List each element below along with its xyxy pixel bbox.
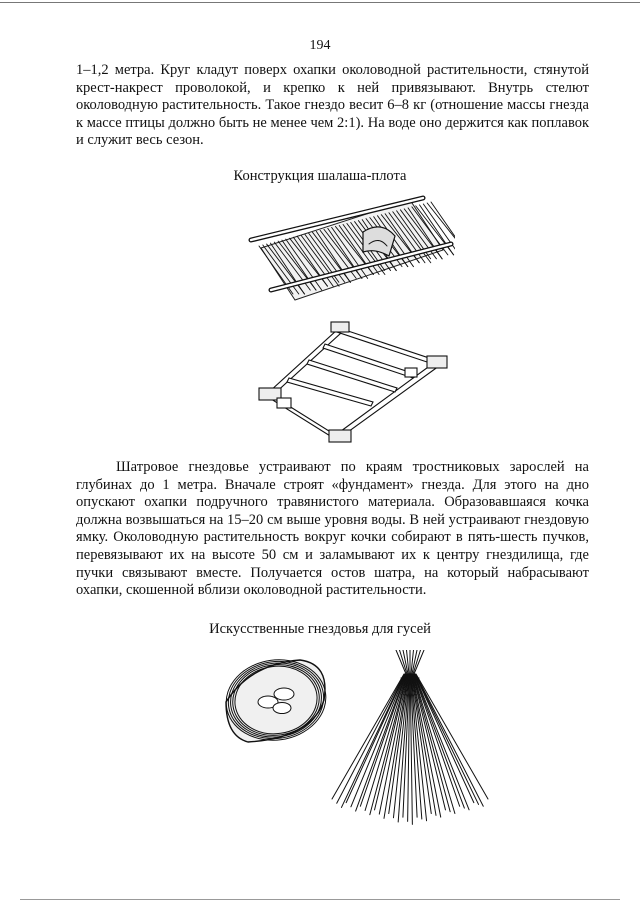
egg-icon [274,688,294,700]
paragraph-tent-nest: Шатровое гнездовье устраивают по краям тростниковых зарослей на глубинах до 1 метра. Вначале строят «фундамент» гнезда. Для этого на дно опускают охапки подручного травянистого материала. Образовавшаяся кочка должна возвышаться на 15–20 см выше уровня воды. В ней устраивают гнездовую ямку. Околоводную растительность вокруг кочки собирают в пять-шесть пучков, перевязывают их на высоте 50 см и заламывают их к центру гнездилища, где пучки связывают вместе. Получается остов шатра, на который набрасывают охапки, скошенной вблизи околоводной растительности. [76,459,589,599]
raft-frame-drawing [259,322,447,442]
paragraph-nest-raft: 1–1,2 метра. Круг кладут поверх охапки околоводной растительности, стянутой крест-накрест проволокой, и крепко к ней привязывают. Внутрь стелют околоводную растительность. Такое гнездо весит 6–8 кг (отношение массы гнезда к массе птицы должно быть не менее чем 2:1). На воде оно держится как поплавок и служит весь сезон. [76,62,589,149]
reed-tent-drawing [332,650,488,824]
bottom-rule [20,899,620,900]
page-number: 194 [309,38,331,53]
basket-nest-drawing [221,653,331,746]
top-rule [0,2,640,3]
reed-mat-drawing [251,198,455,300]
goose-nests-illustration [220,650,500,832]
caption-raft-hut: Конструкция шалаша-плота [233,168,407,184]
raft-hut-illustration [245,192,455,444]
egg-icon [273,703,291,714]
caption-goose-nests: Искусственные гнездовья для гусей [209,621,431,637]
